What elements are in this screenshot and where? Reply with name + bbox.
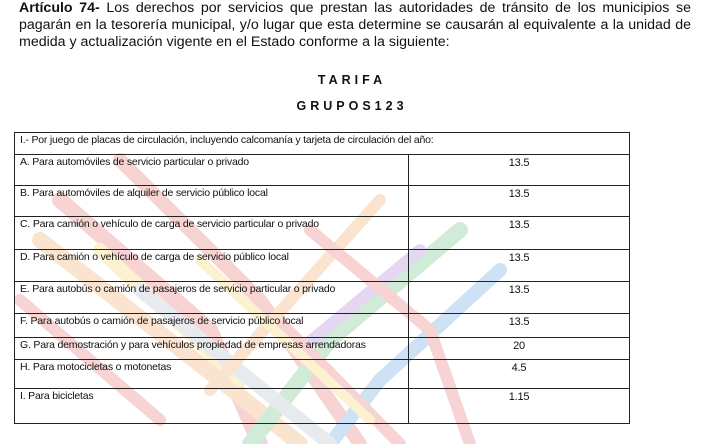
row-label: A. Para automóviles de servicio particular o privado xyxy=(15,155,409,186)
row-label: B. Para automóviles de alquiler de servicio público local xyxy=(15,186,409,217)
table-row xyxy=(15,314,630,338)
grupos-heading: GRUPOS123 xyxy=(296,99,408,113)
tarifa-table xyxy=(14,132,630,424)
table-row xyxy=(15,186,630,217)
table-header-cell: I.- Por juego de placas de circulación, incluyendo calcomanía y tarjeta de circulación del año: xyxy=(15,133,630,155)
row-value: 13.5 xyxy=(409,314,630,338)
row-label: I. Para bicicletas xyxy=(15,389,409,424)
table-row xyxy=(15,389,630,424)
row-value: 13.5 xyxy=(409,217,630,250)
row-value: 1.15 xyxy=(409,389,630,424)
row-label: H. Para motocicletas o motonetas xyxy=(15,360,409,389)
row-label: E. Para autobús o camión de pasajeros de servicio particular o privado xyxy=(15,282,409,314)
table-row xyxy=(15,250,630,282)
table-row xyxy=(15,155,630,186)
table-row xyxy=(15,360,630,389)
article-paragraph xyxy=(19,0,691,51)
table-row xyxy=(15,217,630,250)
row-label: D. Para camión o vehículo de carga de servicio público local xyxy=(15,250,409,282)
article-text: Los derechos por servicios que prestan las autoridades de tránsito de los municipios se pagarán en la tesorería municipal, y/o lugar que esta determine se causarán al equivalente a la unidad de medida y actualización vigente en el Estado conforme a la siguiente: xyxy=(19,0,691,50)
row-value: 13.5 xyxy=(409,250,630,282)
table-header-row xyxy=(15,133,630,155)
row-value: 20 xyxy=(409,338,630,360)
row-label: F. Para autobús o camión de pasajeros de servicio público local xyxy=(15,314,409,338)
table-row xyxy=(15,282,630,314)
article-label: Artículo 74- xyxy=(19,0,100,16)
row-value: 13.5 xyxy=(409,186,630,217)
row-label: G. Para demostración y para vehículos propiedad de empresas arrendadoras xyxy=(15,338,409,360)
row-value: 4.5 xyxy=(409,360,630,389)
row-value: 13.5 xyxy=(409,155,630,186)
table-row xyxy=(15,338,630,360)
tarifa-heading: TARIFA xyxy=(317,73,387,87)
row-value: 13.5 xyxy=(409,282,630,314)
row-label: C. Para camión o vehículo de carga de servicio particular o privado xyxy=(15,217,409,250)
